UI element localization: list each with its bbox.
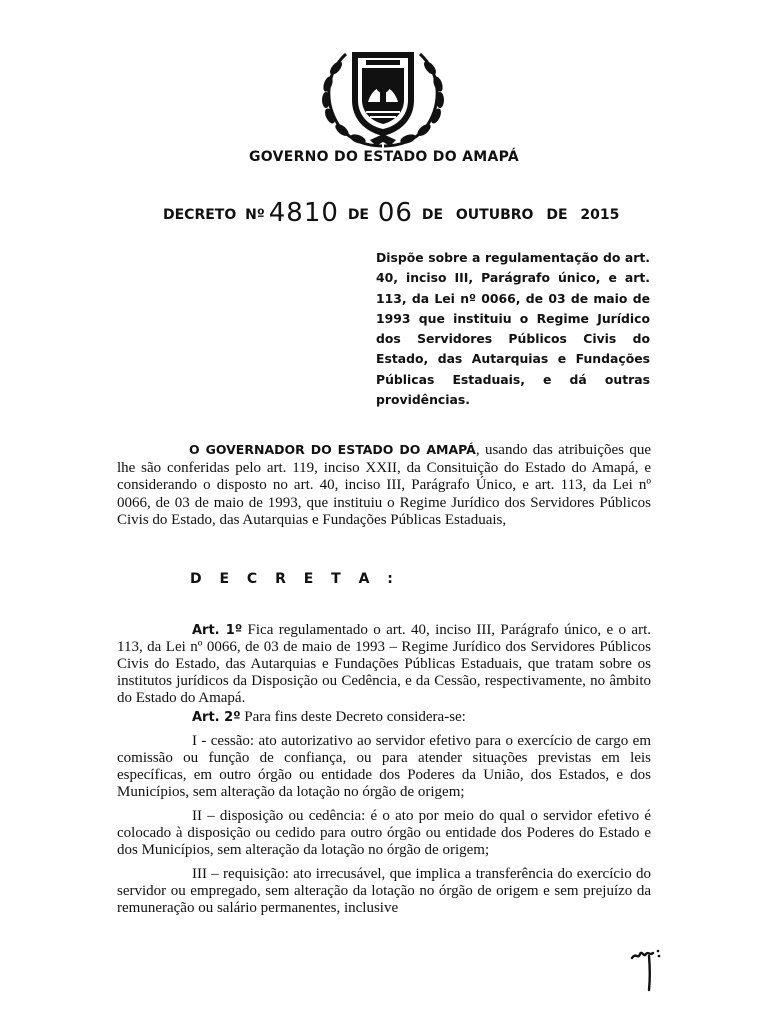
initials-icon (628, 944, 668, 994)
decree-day: 06 (377, 198, 413, 228)
article-1-text: Fica regulamentado o art. 40, inciso III, Parágrafo único, e o art. 113, da Lei nº 0066, de 03 de maio de 1993 – Regime Jurídico dos Servidores Públicos Civis do Estado, das Autarquias e Fundações Públicas Estaduais, que tratam sobre os institutos jurídicos da Disposição ou Cedência, e da Cessão, respectivamente, no âmbito do Estado do Amapá. (117, 622, 651, 706)
governor-title: O GOVERNADOR DO ESTADO DO AMAPÁ (189, 442, 476, 457)
coat-of-arms-icon (312, 42, 454, 150)
article-2-text: Para fins deste Decreto considera-se: (240, 709, 466, 725)
article-2-label: Art. 2º (192, 710, 241, 725)
decree-of-1: DE (347, 207, 369, 223)
article-2-item-3: III – requisição: ato irrecusável, que implica a transferência do exercício do servidor ou empregado, sem alteração da lotação no órgão de origem e sem prejuízo da remuneração ou salário permanentes, inclusive (117, 866, 651, 916)
decree-number: 4810 (268, 198, 339, 228)
decreta-heading: D E C R E T A : (190, 571, 400, 587)
article-2-item-2: II – disposição ou cedência: é o ato por meio do qual o servidor efetivo é colocado à disposição ou cedido para outro órgão ou entidade dos Poderes do Estado e dos Municípios, sem alteração da lotação no órgão de origem; (117, 808, 651, 858)
decree-prefix: DECRETO (163, 207, 237, 223)
decree-of-3: DE (546, 207, 568, 223)
article-2 (117, 709, 651, 726)
decree-number-label: Nº (245, 207, 265, 223)
preamble-paragraph (117, 441, 651, 530)
article-1 (117, 622, 651, 707)
decree-year: 2015 (580, 207, 620, 223)
article-1-label: Art. 1º (192, 623, 243, 638)
decree-of-2: DE (421, 207, 444, 223)
preamble-text: , usando das atribuições que lhe são conferidas pelo art. 119, inciso XXII, da Consituição do Estado do Amapá, e considerando o disposto no art. 40, inciso III, Parágrafo Único, e art. 113, da Lei nº 0066, de 03 de maio de 1993, que instituiu o Regime Jurídico dos Servidores Públicos Civis do Estado, das Autarquias e Fundações Públicas Estaduais, (117, 442, 651, 529)
article-2-item-1: I - cessão: ato autorizativo ao servidor efetivo para o exercício de cargo em comissão ou função de confiança, ou para atender situações previstas em leis específicas, em outro órgão ou entidade dos Poderes da União, dos Estados, e dos Municípios, sem alteração da lotação no órgão de origem; (117, 733, 651, 800)
decree-month: OUTUBRO (455, 207, 534, 223)
articles-body (117, 622, 651, 917)
decree-summary: Dispõe sobre a regulamentação do art. 40, inciso III, Parágrafo único, e art. 113, da Lei nº 0066, de 03 de maio de 1993 que instituiu o Regime Jurídico dos Servidores Públicos Civis do Estado, das Autarquias e Fundações Públicas Estaduais, e dá outras providências. (376, 250, 650, 408)
government-title: GOVERNO DO ESTADO DO AMAPÁ (248, 149, 520, 165)
decree-heading (163, 196, 623, 226)
